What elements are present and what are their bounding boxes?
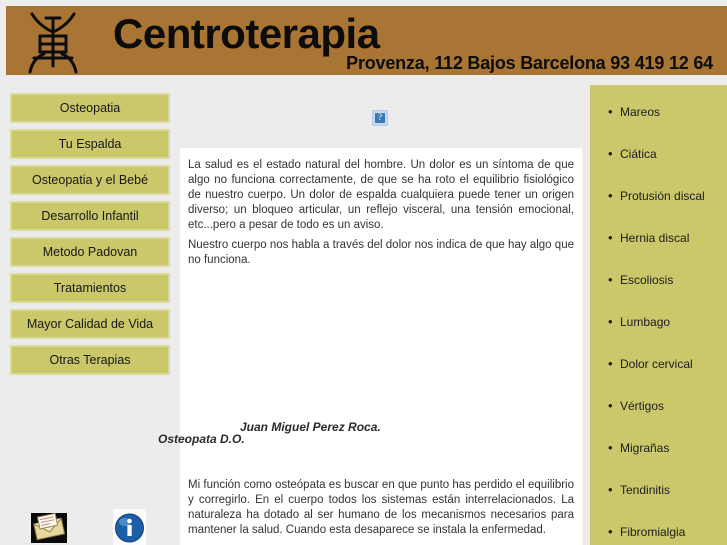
sidebar-item-tratamientos[interactable]: Tratamientos xyxy=(10,273,170,303)
bullet-icon: • xyxy=(608,272,613,287)
bullet-icon: • xyxy=(608,104,613,119)
broken-image-glyph: ? xyxy=(378,112,382,122)
sidebar-item-desarrollo-infantil[interactable]: Desarrollo Infantil xyxy=(10,201,170,231)
spine-glyph-logo-icon xyxy=(18,8,88,74)
list-item-label: Hernia discal xyxy=(620,231,690,245)
list-item-label: Escoliosis xyxy=(620,273,674,287)
bullet-icon: • xyxy=(608,230,613,245)
list-item-label: Vértigos xyxy=(620,399,665,413)
bullet-icon: • xyxy=(608,356,613,371)
info-icon[interactable] xyxy=(113,509,146,545)
signature-role: Osteopata D.O. xyxy=(158,432,245,446)
list-item-dolor-cervical[interactable] xyxy=(608,356,693,371)
list-item-ciatica[interactable] xyxy=(608,146,657,161)
sidebar-item-metodo-padovan[interactable]: Metodo Padovan xyxy=(10,237,170,267)
bullet-icon: • xyxy=(608,482,613,497)
list-item-escoliosis[interactable] xyxy=(608,272,673,287)
list-item-migranas[interactable] xyxy=(608,440,669,455)
list-item-label: Tendinitis xyxy=(620,483,671,497)
mail-envelope-icon[interactable] xyxy=(31,513,67,543)
signature-name: Juan Miguel Perez Roca. xyxy=(240,420,381,434)
list-item-protusion-discal[interactable] xyxy=(608,188,705,203)
paragraph-funcion: Mi función como osteópata es buscar en que punto has perdido el equilibrio y corregirlo. En el cuerpo todos los sistemas están interrelacionados. La naturaleza ha dotado al ser humano de los mecanismos necesarios para mantener la salud. Cuando esta desaparece se instala la enfermedad. xyxy=(188,479,574,536)
list-item-label: Lumbago xyxy=(620,315,671,329)
main-content xyxy=(180,148,582,545)
bullet-icon: • xyxy=(608,188,613,203)
left-sidebar xyxy=(0,85,180,545)
bullet-icon: • xyxy=(608,524,613,539)
broken-image-top[interactable] xyxy=(372,110,388,126)
list-item-mareos[interactable] xyxy=(608,104,660,119)
paragraph-cuerpo: Nuestro cuerpo nos habla a través del dolor nos indica de que hay algo que no funciona. xyxy=(188,239,574,266)
bullet-icon: • xyxy=(608,398,613,413)
sidebar-item-osteopatia-bebe[interactable]: Osteopatia y el Bebé xyxy=(10,165,170,195)
bullet-icon: • xyxy=(608,314,613,329)
list-item-hernia-discal[interactable] xyxy=(608,230,689,245)
bullet-icon: • xyxy=(608,146,613,161)
bullet-icon: • xyxy=(608,440,613,455)
list-item-label: Dolor cervical xyxy=(620,357,693,371)
sidebar-item-tu-espalda[interactable]: Tu Espalda xyxy=(10,129,170,159)
sidebar-item-otras-terapias[interactable]: Otras Terapias xyxy=(10,345,170,375)
list-item-tendinitis[interactable] xyxy=(608,482,670,497)
list-item-label: Fibromialgia xyxy=(620,525,686,539)
paragraph-salud: La salud es el estado natural del hombre. Un dolor es un síntoma de que algo no funciona correctamente, de que se ha roto el equilibrio fisiológico de nuestro cuerpo. Un dolor de espalda cualquiera puede tener un origen diverso; un bloqueo articular, un reflejo visceral, una tensión emocional, etc...pero a pesar de todo es un aviso. xyxy=(188,159,574,231)
sidebar-item-mayor-calidad-de-vida[interactable]: Mayor Calidad de Vida xyxy=(10,309,170,339)
site-address: Provenza, 112 Bajos Barcelona 93 419 12 64 xyxy=(346,53,713,73)
list-item-vertigos[interactable] xyxy=(608,398,664,413)
list-item-label: Protusión discal xyxy=(620,189,705,203)
sidebar-item-osteopatia[interactable]: Osteopatia xyxy=(10,93,170,123)
right-sidebar xyxy=(590,85,727,545)
list-item-label: Ciática xyxy=(620,147,657,161)
list-item-label: Migrañas xyxy=(620,441,670,455)
list-item-label: Mareos xyxy=(620,105,661,119)
list-item-lumbago[interactable] xyxy=(608,314,670,329)
site-title: Centroterapia xyxy=(113,10,380,57)
site-header xyxy=(6,6,727,75)
list-item-fibromialgia[interactable] xyxy=(608,524,685,539)
